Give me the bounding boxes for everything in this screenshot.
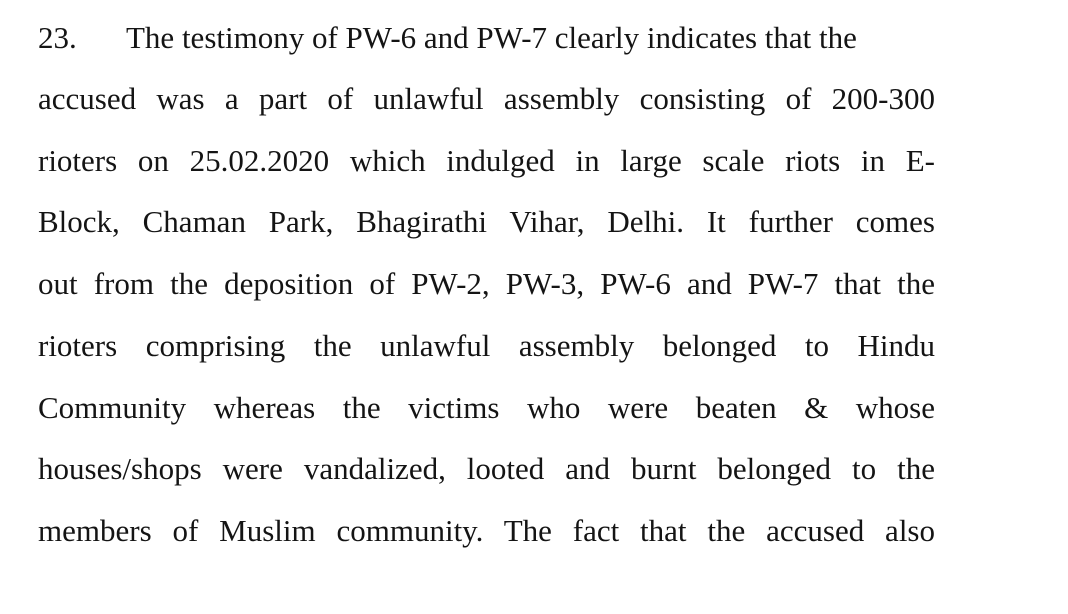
paragraph-line-1 [38, 16, 935, 60]
paragraph-line-4: Block, Chaman Park, Bhagirathi Vihar, Delhi. It further comes [38, 204, 935, 239]
paragraph-line-text: The testimony of PW-6 and PW-7 clearly indicates that the [126, 20, 857, 55]
paragraph-line-8: houses/shops were vandalized, looted and burnt belonged to the [38, 451, 935, 486]
paragraph-line-6: rioters comprising the unlawful assembly belonged to Hindu [38, 328, 935, 363]
paragraph-line-9: members of Muslim community. The fact that the accused also [38, 513, 935, 548]
paragraph-line-5: out from the deposition of PW-2, PW-3, PW-6 and PW-7 that the [38, 266, 935, 301]
paragraph-line-7: Community whereas the victims who were beaten & whose [38, 390, 935, 425]
paragraph-number: 23. [38, 20, 77, 55]
paragraph-line-2: accused was a part of unlawful assembly consisting of 200-300 [38, 81, 935, 116]
paragraph-line-3: rioters on 25.02.2020 which indulged in large scale riots in E- [38, 143, 935, 178]
